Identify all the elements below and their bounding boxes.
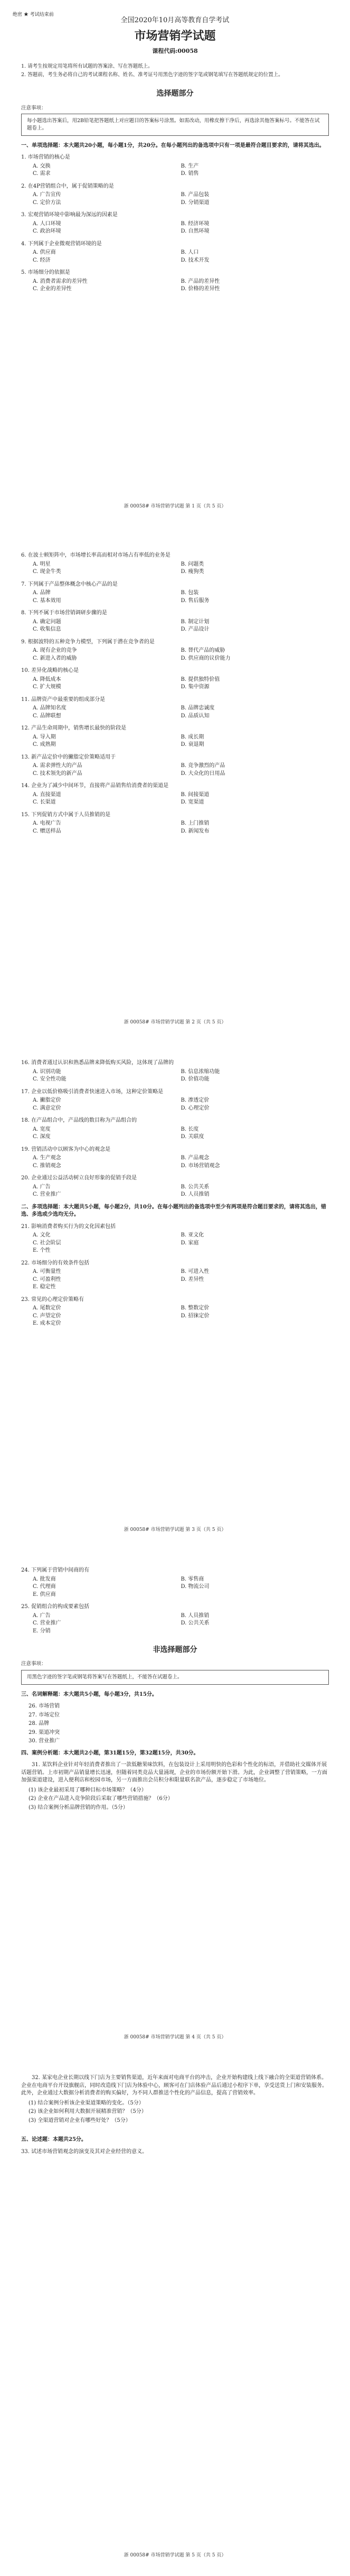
question-stem: 24. 下列属于营销中间商的有 — [21, 1567, 90, 1573]
question-item — [21, 552, 329, 576]
case-text: 31. 某饮料企业针对年轻消费者推出了一款低糖果味饮料，在包装设计上采用明快的色彩和个性化的标语，并借助社交媒体开展话题营销。上市初期产品销量增长迅速，但随着同类竞品大量涌现，企业的市场份额开始下滑。为此，企业调整了营销策略，一方面加强渠道建设，进入便利店和校园市场，另一方面推出会员积分和限量联名款产品，逐步稳定了市场地位。 — [21, 1762, 327, 1784]
option-grid — [21, 249, 329, 264]
question-list — [21, 552, 329, 835]
question-item — [21, 667, 329, 691]
question-item — [21, 754, 329, 778]
question-item — [21, 1175, 329, 1199]
question-item — [21, 1223, 329, 1255]
answer-option: D. 物流公司 — [181, 1584, 210, 1590]
term-item: 30. 营业推广 — [29, 1738, 60, 1744]
question-stem: 14. 企业为了减少中间环节，直接将产品销售给消费者的渠道是 — [21, 783, 169, 789]
answer-option: B. 渗透定价 — [181, 1097, 210, 1103]
question-stem: 22. 市场细分的有效条件包括 — [21, 1260, 90, 1266]
option-grid — [21, 191, 329, 207]
option-grid — [21, 163, 329, 178]
answer-option: A. 批发商 — [33, 1576, 56, 1582]
case-questions — [21, 2100, 329, 2125]
answer-option: B. 人口 — [181, 250, 199, 256]
answer-option: B. 零售商 — [181, 1576, 204, 1582]
answer-option: E. 稳定性 — [33, 1284, 56, 1290]
question-item — [21, 1260, 329, 1291]
answer-option: C. 扩大规模 — [33, 684, 61, 690]
answer-option: D. 招徕定价 — [181, 1313, 210, 1319]
question-item — [21, 154, 329, 178]
question-stem: 10. 差异化战略的核心是 — [21, 668, 79, 673]
part-title: 选择题部分 — [156, 89, 194, 98]
notes-label: 注意事项： — [21, 1661, 46, 1667]
page-footer: 浙 00058# 市场营销学试题 第 1 页（共 5 页） — [124, 504, 226, 509]
answer-option: D. 差异性 — [181, 1276, 204, 1282]
option-grid — [21, 618, 329, 634]
answer-option: C. 营业推广 — [33, 1192, 61, 1197]
question-item — [21, 1088, 329, 1113]
page-footer: 浙 00058# 市场营销学试题 第 3 页（共 5 页） — [124, 1527, 226, 1532]
answer-option: A. 现有企业的竞争 — [33, 648, 77, 653]
case-sub-question: (1) 结合案例分析该企业渠道策略的变化。（5分） — [29, 2100, 144, 2106]
answer-option: C. 安全性功能 — [33, 1076, 67, 1082]
question-item — [21, 1059, 329, 1084]
answer-option: A. 广告宣传 — [33, 192, 61, 198]
question-stem: 21. 影响消费者购买行为的文化因素包括 — [21, 1223, 116, 1230]
page-footer: 浙 00058# 市场营销学试题 第 4 页（共 5 页） — [124, 2035, 226, 2040]
answer-option: A. 人口环境 — [33, 220, 61, 227]
answer-option: C. 赠送样品 — [33, 828, 61, 834]
exam-page-1 — [0, 0, 350, 529]
secret-mark: 绝密 ★ 考试结束前 — [13, 12, 54, 17]
answer-option: C. 经济 — [33, 257, 51, 263]
answer-option: B. 信息浓缩功能 — [181, 1068, 220, 1075]
answer-option: E. 成本定价 — [33, 1321, 61, 1326]
page-footer: 浙 00058# 市场营销学试题 第 5 页（共 5 页） — [124, 2553, 226, 2558]
answer-option: D. 自然环境 — [181, 228, 210, 235]
answer-option: D. 市场营销观念 — [181, 1162, 220, 1169]
exam-page-3 — [0, 1036, 350, 1544]
option-grid — [21, 561, 329, 576]
option-grid — [21, 1126, 329, 1141]
answer-option: B. 长度 — [181, 1126, 199, 1132]
question-stem: 25. 促销组合的构成要素包括 — [21, 1604, 90, 1610]
option-grid — [21, 1268, 329, 1291]
answer-option: B. 公共关系 — [181, 1184, 210, 1190]
option-grid — [21, 1155, 329, 1170]
answer-option: D. 家庭 — [181, 1240, 199, 1246]
answer-option: A. 识别功能 — [33, 1068, 61, 1075]
question-stem: 8. 下列不属于市场营销调研步骤的是 — [21, 610, 107, 616]
question-stem: 5. 市场细分的依据是 — [21, 270, 70, 276]
answer-option: D. 集中资源 — [181, 684, 210, 690]
answer-option: D. 心理定价 — [181, 1105, 210, 1111]
answer-option: A. 撇脂定价 — [33, 1097, 61, 1103]
exam-page-5 — [0, 2051, 350, 2576]
notice-item: 1. 请考生按规定用笔将所有试题的答案涂、写在答题纸上。 — [21, 63, 153, 69]
answer-option: C. 声望定价 — [33, 1313, 61, 1319]
notes-box: 每小题选出答案后，用2B铅笔把答题纸上对应题目的答案标号涂黑。如需改动，用橡皮擦干净后，再选涂其他答案标号。不能答在试题卷上。 — [21, 114, 329, 136]
case-sub-question: (1) 该企业最初采用了哪种目标市场策略？（4分） — [29, 1787, 147, 1793]
answer-option: D. 售后服务 — [181, 597, 210, 604]
term-item: 26. 市场营销 — [29, 1703, 60, 1710]
question-stem: 17. 企业以低价格吸引消费者快速进入市场，这种定价策略是 — [21, 1088, 164, 1095]
answer-option: A. 降低成本 — [33, 676, 61, 682]
answer-option: C. 收集信息 — [33, 626, 61, 632]
answer-option: A. 广告 — [33, 1184, 51, 1190]
answer-option: B. 竞争激烈的产品 — [181, 763, 225, 769]
answer-option: A. 需求弹性大的产品 — [33, 763, 82, 769]
option-grid — [21, 220, 329, 236]
answer-option: B. 问题类 — [181, 561, 204, 567]
option-grid — [21, 1576, 329, 1599]
answer-option: E. 个性 — [33, 1248, 51, 1253]
term-item: 29. 渠道冲突 — [29, 1729, 60, 1735]
case-sub-question: (3) 全渠道营销对企业有哪些好处？（5分） — [29, 2117, 131, 2123]
answer-option: D. 价格的差异性 — [181, 286, 220, 292]
answer-option: A. 品牌知名度 — [33, 705, 67, 711]
answer-option: C. 推销观念 — [33, 1162, 61, 1169]
answer-option: A. 宽度 — [33, 1126, 51, 1132]
case-text: 32. 某家电企业长期以线下门店为主要销售渠道，近年来面对电商平台的冲击，企业开始构建线上线下融合的全渠道营销体系。企业在电商平台开设旗舰店，同时改造线下门店为体验中心，顾客可在门店体验产品后通过小程序下单，享受送货上门和安装服务。此外，企业通过大数据分析消费者的购买偏好，为不同人群推送个性化的产品信息，提高了营销效率。 — [21, 2075, 327, 2096]
answer-option: B. 间接渠道 — [181, 791, 210, 798]
notes-label: 注意事项： — [21, 105, 46, 111]
answer-option: C. 长渠道 — [33, 799, 56, 805]
answer-option: C. 现金牛类 — [33, 569, 61, 575]
option-grid — [21, 589, 329, 605]
answer-option: B. 生产 — [181, 163, 199, 169]
question-stem: 20. 企业通过公益活动树立良好形象的促销手段是 — [21, 1175, 137, 1181]
question-stem: 23. 常见的心理定价策略有 — [21, 1296, 84, 1303]
question-item — [21, 782, 329, 807]
question-item — [21, 269, 329, 293]
answer-option: C. 基本效用 — [33, 597, 61, 604]
answer-option: D. 产品设计 — [181, 626, 210, 632]
term-item: 27. 市场定位 — [29, 1712, 60, 1718]
option-grid — [21, 1068, 329, 1084]
case-sub-question: (3) 结合案例分析品牌营销的作用。（5分） — [29, 1804, 128, 1811]
answer-option: B. 制定计划 — [181, 618, 210, 625]
answer-option: C. 深度 — [33, 1134, 51, 1140]
question-item — [21, 1567, 329, 1599]
answer-option: B. 产品的差异性 — [181, 278, 220, 284]
case-sub-question: (2) 企业在产品进入竞争阶段后采取了哪些营销措施？（6分） — [29, 1796, 173, 1802]
part-title: 非选择题部分 — [153, 1646, 197, 1654]
answer-option: A. 交换 — [33, 163, 51, 169]
answer-option: B. 亚文化 — [181, 1232, 204, 1238]
term-item: 28. 品牌 — [29, 1721, 50, 1727]
answer-option: D. 衰退期 — [181, 742, 204, 747]
question-item — [21, 1603, 329, 1635]
answer-option: C. 营业推广 — [33, 1620, 61, 1626]
answer-option: B. 人员推销 — [181, 1612, 210, 1619]
answer-option: D. 人员推销 — [181, 1192, 210, 1197]
answer-option: D. 新闻发布 — [181, 828, 210, 834]
question-stem: 3. 宏观营销环境中影响最为深远的因素是 — [21, 212, 118, 218]
answer-option: B. 提供独特价值 — [181, 676, 220, 682]
question-item — [21, 696, 329, 721]
question-stem: 18. 在产品组合中，产品线的数目称为产品组合的 — [21, 1118, 137, 1123]
option-grid — [21, 705, 329, 720]
answer-option: B. 产品包装 — [181, 192, 210, 198]
question-stem: 19. 营销活动中以顾客为中心的观念是 — [21, 1146, 111, 1152]
question-list — [21, 1059, 329, 1199]
answer-option: C. 满意定价 — [33, 1105, 61, 1111]
option-grid — [21, 762, 329, 778]
question-item — [21, 211, 329, 236]
answer-option: C. 企业的差异性 — [33, 286, 72, 292]
question-item — [21, 581, 329, 605]
answer-option: C. 社会阶层 — [33, 1240, 61, 1246]
title-block — [21, 16, 329, 56]
answer-option: A. 确定问题 — [33, 618, 61, 625]
question-stem: 13. 新产品定价中的撇脂定价策略适用于 — [21, 754, 116, 760]
answer-option: D. 销售 — [181, 171, 199, 177]
answer-option: D. 大众化的日用品 — [181, 770, 225, 777]
answer-option: D. 供应商的议价能力 — [181, 655, 231, 661]
question-stem: 6. 在波士顿矩阵中，市场增长率高而相对市场占有率低的业务是 — [21, 552, 171, 558]
option-grid — [21, 676, 329, 691]
answer-option: B. 可进入性 — [181, 1269, 210, 1275]
option-grid — [21, 1305, 329, 1328]
option-grid — [21, 278, 329, 293]
notes-box: 用黑色字迹的签字笔或钢笔将答案写在答题纸上，不能答在试题卷上。 — [21, 1670, 329, 1685]
option-grid — [21, 734, 329, 749]
answer-option: A. 生产观念 — [33, 1155, 61, 1161]
question-stem: 11. 品牌资产中最重要的组成部分是 — [21, 696, 106, 703]
notice-item: 2. 答题前，考生务必将自己的考试课程名称、姓名、准考证号用黑色字迹的签字笔或钢笔填写在答题纸规定的位置上。 — [21, 72, 283, 78]
page-footer: 浙 00058# 市场营销学试题 第 2 页（共 5 页） — [124, 1020, 226, 1025]
exam-page-2 — [0, 529, 350, 1036]
answer-option: B. 品牌忠诚度 — [181, 705, 215, 711]
answer-option: A. 消费者需求的差异性 — [33, 278, 88, 284]
question-stem: 4. 下列属于企业微观营销环境的是 — [21, 241, 102, 247]
essay-question: 33. 试述市场营销观念的演变及其对企业经营的意义。 — [21, 2148, 148, 2155]
answer-option: B. 成长期 — [181, 734, 204, 740]
answer-option: C. 需求 — [33, 171, 51, 177]
question-list — [21, 1567, 329, 1635]
section-heading: 二、多项选择题：本大题共5小题，每小题2分，共10分。在每小题列出的备选项中至少有两项是符合题目要求的，请将其选出，错选、多选或少选均无分。 — [21, 1204, 326, 1217]
question-stem: 2. 在4P营销组合中，属于促销策略的是 — [21, 183, 114, 189]
question-item — [21, 639, 329, 663]
answer-option: D. 关联度 — [181, 1134, 204, 1140]
answer-option: C. 新进入者的威胁 — [33, 655, 77, 661]
option-grid — [21, 1184, 329, 1199]
answer-option: E. 分销 — [33, 1628, 51, 1634]
option-grid — [21, 820, 329, 835]
answer-option: E. 供应商 — [33, 1591, 56, 1598]
answer-option: C. 可盈利性 — [33, 1276, 61, 1282]
section-heading: 五、论述题：本题共25分。 — [21, 2137, 87, 2143]
section-heading: 四、案例分析题：本大题共2小题，第31题15分，第32题15分，共30分。 — [21, 1750, 199, 1756]
question-item — [21, 1117, 329, 1141]
answer-option: B. 替代产品的威胁 — [181, 648, 225, 653]
section-heading: 一、单项选择题：本大题共20小题，每小题1分，共20分。在每小题列出的备选项中只有一项是最符合题目要求的，请将其选出。 — [21, 142, 325, 149]
answer-option: D. 价值功能 — [181, 1076, 210, 1082]
answer-option: B. 上门推销 — [181, 820, 210, 826]
answer-option: B. 经济环境 — [181, 220, 210, 227]
question-item — [21, 183, 329, 207]
answer-option: A. 电视广告 — [33, 820, 61, 826]
case-sub-question: (2) 该企业如何利用大数据开展精准营销？（5分） — [29, 2109, 147, 2115]
answer-option: D. 瘦狗类 — [181, 569, 204, 575]
answer-option: B. 产品观念 — [181, 1155, 210, 1161]
question-stem: 15. 下列促销方式中属于人员推销的是 — [21, 811, 111, 818]
answer-option: C. 代理商 — [33, 1584, 56, 1590]
option-grid — [21, 791, 329, 807]
question-stem: 9. 根据波特的五种竞争力模型，下列属于潜在竞争者的是 — [21, 639, 155, 645]
question-item — [21, 241, 329, 265]
answer-option: A. 品牌 — [33, 590, 51, 596]
answer-option: B. 包装 — [181, 590, 199, 596]
question-stem: 1. 市场营销的核心是 — [21, 154, 70, 161]
answer-option: C. 成熟期 — [33, 742, 56, 747]
question-item — [21, 811, 329, 836]
exam-notice — [21, 63, 329, 79]
answer-option: A. 供应商 — [33, 250, 56, 256]
answer-option: D. 品质认知 — [181, 713, 210, 719]
option-grid — [21, 1612, 329, 1636]
question-item — [21, 1146, 329, 1170]
answer-option: A. 尾数定价 — [33, 1305, 61, 1311]
question-item — [21, 1296, 329, 1328]
answer-option: C. 政治环境 — [33, 228, 61, 235]
question-item — [21, 610, 329, 634]
question-stem: 16. 消费者通过认识和熟悉品牌来降低购买风险，这体现了品牌的 — [21, 1060, 174, 1066]
answer-option: A. 广告 — [33, 1612, 51, 1619]
question-list — [21, 1223, 329, 1328]
answer-option: C. 品牌联想 — [33, 713, 61, 719]
question-list — [21, 154, 329, 293]
term-list — [21, 1703, 329, 1746]
answer-option: B. 整数定价 — [181, 1305, 210, 1311]
answer-option: C. 技术领先的新产品 — [33, 770, 82, 777]
case-questions — [21, 1787, 329, 1812]
answer-option: A. 可衡量性 — [33, 1269, 61, 1275]
section-heading: 三、名词解释题：本大题共5小题，每小题3分，共15分。 — [21, 1691, 157, 1697]
course-code: 课程代码:00058 — [152, 47, 198, 54]
question-item — [21, 725, 329, 749]
option-grid — [21, 1232, 329, 1255]
answer-option: A. 文化 — [33, 1232, 51, 1238]
exam-page-4 — [0, 1544, 350, 2051]
question-stem: 12. 产品生命周期中，销售增长最快的阶段是 — [21, 725, 127, 731]
answer-option: D. 宽渠道 — [181, 799, 204, 805]
answer-option: A. 直接渠道 — [33, 791, 61, 798]
answer-option: D. 技术开发 — [181, 257, 210, 263]
answer-option: A. 导入期 — [33, 734, 56, 740]
answer-option: D. 公共关系 — [181, 1620, 210, 1626]
exam-head: 全国2020年10月高等教育自学考试 — [120, 16, 230, 24]
answer-option: D. 分销渠道 — [181, 199, 210, 206]
option-grid — [21, 1097, 329, 1112]
answer-option: C. 定价方法 — [33, 199, 61, 206]
answer-option: A. 明星 — [33, 561, 51, 567]
option-grid — [21, 647, 329, 662]
question-stem: 7. 下列属于产品整体概念中核心产品的是 — [21, 581, 118, 587]
exam-title: 市场营销学试题 — [134, 29, 216, 43]
